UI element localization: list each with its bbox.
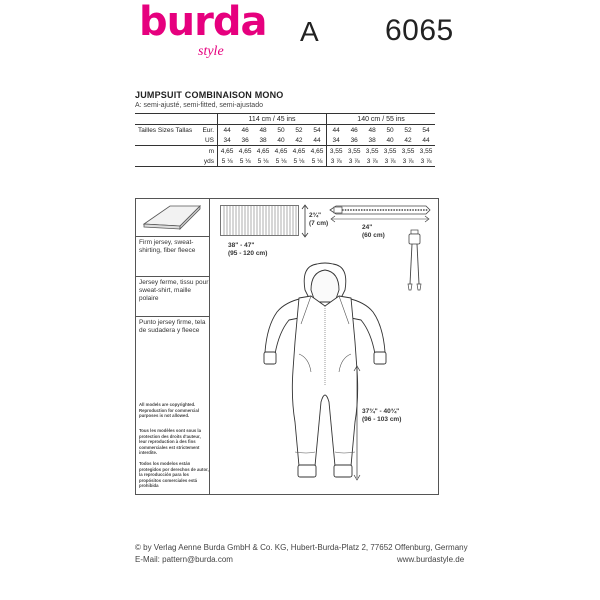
copyright-line: © by Verlag Aenne Burda GmbH & Co. KG, Hubert-Burda-Platz 2, 77652 Offenburg, Germany	[135, 543, 468, 552]
inseam-length: 37¾" - 40¾"	[362, 408, 400, 415]
rib-length: 38" - 47"	[228, 242, 255, 249]
copyright-notice-fr: Tous les modèles sont sous la protection des droits d'auteur, leur reproduction à des fins commerciales est strictement interdite.	[139, 428, 202, 455]
divider	[135, 276, 209, 277]
cell: 5 ⅛	[254, 156, 272, 167]
jumpsuit-illustration	[255, 262, 395, 492]
cell: 44	[223, 126, 231, 134]
cell: 4,65	[220, 147, 234, 155]
column-divider	[209, 198, 210, 495]
cell: 3 ⅞	[327, 156, 346, 167]
brand-logo-sub: style	[198, 44, 224, 59]
cell: 52	[295, 126, 303, 134]
rib-width-cm: (7 cm)	[309, 220, 329, 227]
cell: 42	[399, 135, 417, 146]
cell: 4,65	[308, 146, 327, 157]
cell: 3,55	[365, 147, 379, 155]
cell: 5 ⅛	[272, 156, 290, 167]
divider	[135, 316, 209, 317]
table-row	[135, 135, 435, 146]
cell: 50	[277, 126, 285, 134]
cell: 3 ⅞	[399, 156, 417, 167]
cell: 34	[218, 135, 237, 146]
cell: 40	[272, 135, 290, 146]
size-chart-table	[135, 113, 435, 167]
cell: 36	[236, 135, 254, 146]
table-row	[135, 146, 435, 157]
cell: 3 ⅞	[417, 156, 435, 167]
brand-logo: burda	[139, 0, 267, 45]
cell: 3,55	[401, 147, 415, 155]
cell: 4,65	[292, 147, 306, 155]
pattern-number: 6065	[385, 14, 454, 47]
cell: 4,65	[256, 147, 270, 155]
fabric-swatch-icon	[140, 202, 202, 232]
cell: 5 ⅛	[308, 156, 327, 167]
cell: 3,55	[347, 147, 361, 155]
cell: 42	[290, 135, 308, 146]
cell: 3 ⅞	[381, 156, 399, 167]
cell: 5 ⅛	[290, 156, 308, 167]
fabric-en: Firm jersey, sweat-shirting, fiber fleece	[139, 239, 196, 254]
inseam-length-cm: (96 - 103 cm)	[362, 416, 402, 423]
table-row	[135, 125, 435, 136]
copyright-notice-en: All models are copyrighted. Reproduction for commercial purposes is not allowed.	[139, 402, 199, 418]
cell: 54	[422, 126, 430, 134]
cell: 34	[327, 135, 346, 146]
fabric-es: Punto jersey firme, tela de sudadera y fleece	[139, 319, 206, 334]
us-label: US	[198, 135, 218, 146]
table-row	[135, 156, 435, 167]
cell: 3 ⅞	[363, 156, 381, 167]
eur-label: Eur.	[198, 125, 218, 136]
cell: 46	[350, 126, 358, 134]
cell: 40	[381, 135, 399, 146]
rib-width-arrow-icon	[301, 204, 309, 238]
cell: 3 ⅞	[345, 156, 363, 167]
zip-length: 24"	[362, 224, 373, 231]
fabric-width-140: 140 cm / 55 ins	[327, 114, 435, 125]
sizes-label: Tailles Sizes Tallas	[138, 126, 193, 134]
cell: 5 ⅛	[236, 156, 254, 167]
yds-label: yds	[198, 156, 218, 167]
email-link[interactable]: E-Mail: pattern@burda.com	[135, 555, 233, 564]
copyright-notice-es: Todos los modelos están protegidos por derechos de autor, la reproducción para los propósitos comerciales está prohibida	[139, 461, 209, 488]
garment-title: JUMPSUIT COMBINAISON MONO	[135, 90, 284, 100]
cell: 4,65	[238, 147, 252, 155]
inseam-arrow-icon	[352, 365, 362, 481]
cell: 48	[259, 126, 267, 134]
rib-knit-swatch-icon	[220, 205, 300, 237]
rib-width: 2¾"	[309, 212, 322, 219]
cell: 52	[404, 126, 412, 134]
m-label: m	[198, 146, 218, 157]
cell: 50	[386, 126, 394, 134]
rib-length-cm: (95 - 120 cm)	[228, 250, 268, 257]
fit-description: A: semi-ajusté, semi-fitted, semi-ajustado	[135, 102, 263, 109]
cell: 46	[241, 126, 249, 134]
cell: 5 ⅛	[218, 156, 237, 167]
cell: 54	[308, 125, 327, 136]
cell: 48	[368, 126, 376, 134]
cell: 44	[332, 126, 340, 134]
cell: 44	[417, 135, 435, 146]
website-link[interactable]: www.burdastyle.de	[397, 555, 465, 564]
zip-length-cm: (60 cm)	[362, 232, 385, 239]
cord-stopper-icon	[405, 228, 425, 296]
view-letter: A	[300, 16, 319, 47]
cell: 3,55	[383, 147, 397, 155]
zipper-icon	[328, 202, 432, 224]
cell: 38	[363, 135, 381, 146]
cell: 38	[254, 135, 272, 146]
cell: 36	[345, 135, 363, 146]
fabric-fr: Jersey ferme, tissu pour sweat-shirt, maille polaire	[139, 279, 209, 302]
divider	[135, 236, 209, 237]
fabric-width-114: 114 cm / 45 ins	[218, 114, 327, 125]
cell: 3,55	[329, 147, 343, 155]
cell: 4,65	[274, 147, 288, 155]
cell: 44	[308, 135, 327, 146]
cell: 3,55	[419, 147, 433, 155]
